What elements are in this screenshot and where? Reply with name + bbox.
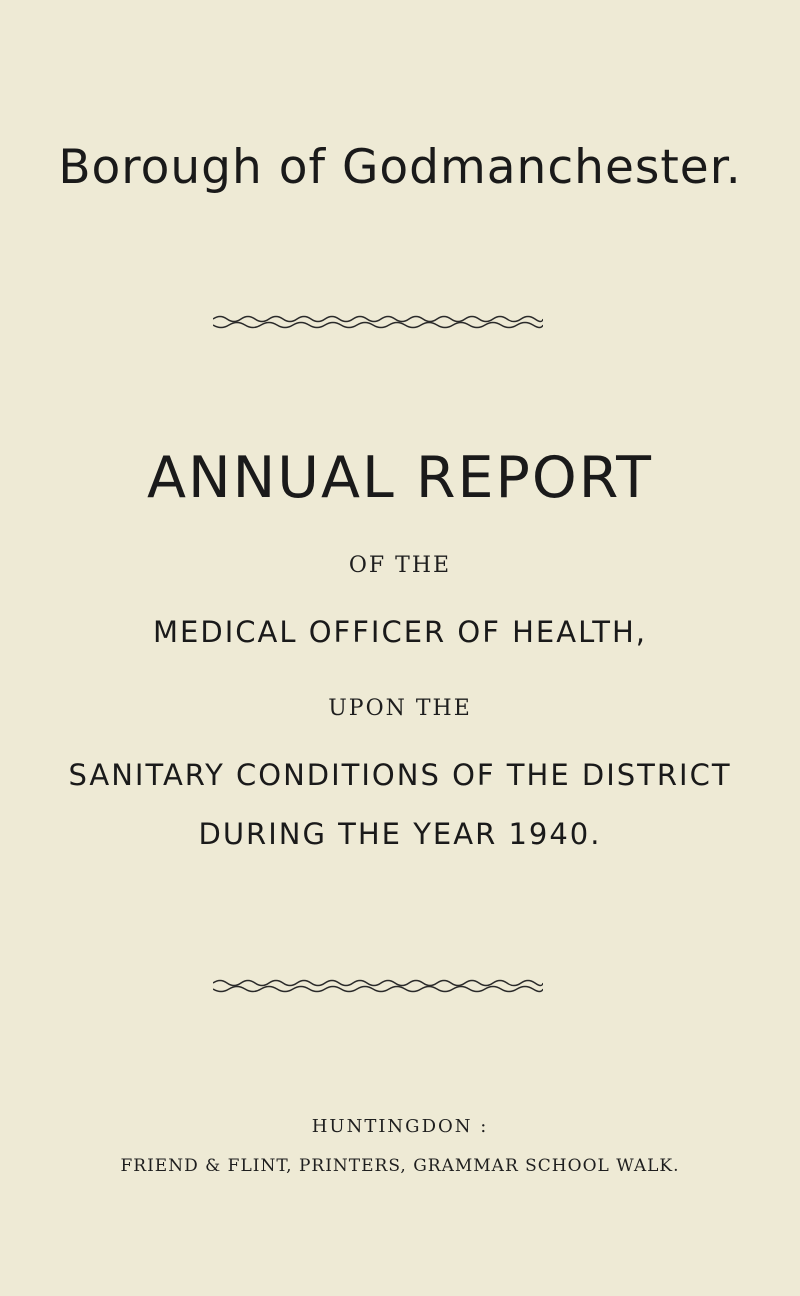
subheading-year: DURING THE YEAR 1940. [198, 817, 602, 851]
document-title: Borough of Godmanchester. [58, 140, 742, 195]
subheading-medical-officer: MEDICAL OFFICER OF HEALTH, [153, 615, 647, 649]
report-heading: ANNUAL REPORT [147, 445, 653, 511]
imprint-printer: FRIEND & FLINT, PRINTERS, GRAMMAR SCHOOL WALK. [120, 1156, 680, 1176]
subheading-sanitary-conditions: SANITARY CONDITIONS OF THE DISTRICT [68, 758, 732, 792]
subheading-of-the: OF THE [348, 553, 452, 578]
subheading-upon-the: UPON THE [328, 696, 472, 721]
imprint-place: HUNTINGDON : [311, 1116, 489, 1137]
wavy-rule-top [213, 310, 543, 334]
wavy-rule-bottom [213, 974, 543, 998]
